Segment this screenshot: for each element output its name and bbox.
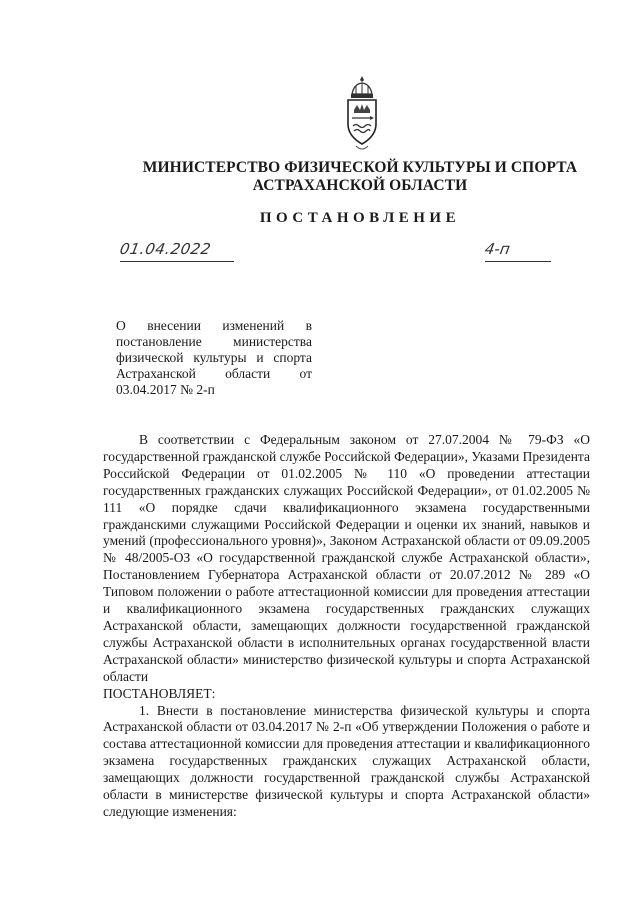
astrakhan-coat-of-arms-icon [340, 74, 384, 154]
resolves-line: ПОСТАНОВЛЯЕТ: [103, 685, 216, 701]
ministry-name-line1: МИНИСТЕРСТВО ФИЗИЧЕСКОЙ КУЛЬТУРЫ И СПОРТА [142, 159, 578, 176]
handwritten-number [485, 240, 555, 264]
ministry-name [100, 159, 620, 195]
preamble-paragraph: В соответствии с Федеральным законом от 27.07.2004 № 79-ФЗ «О государственной гражданской службе Российской Федерации», Указами Президента Российской Федерации от 01.02.2005 № 110 «О проведении аттестации государственных гражданских служащих Российской Федерации», от 01.02.2005 № 111 «О порядке сдачи квалификационного экзамена государственными гражданскими служащими Российской Федерации и оценки их знаний, навыков и умений (профессионального уровня)», Законом Астраханской области от 09.09.2005 № 48/2005-ОЗ «О государственной гражданской службе Астраханской области», Постановлением Губернатора Астраханской области от 20.07.2012 № 289 «О Типовом положении о работе аттестационной комиссии для проведения аттестации и квалификационного экзамена государственных гражданских служащих Астраханской области, замещающих должности государственной гражданской службы Астраханской области в исполнительных органах государственной власти Астраханской области» министерство физической культуры и спорта Астраханской области [103, 432, 590, 684]
document-body [103, 432, 590, 821]
date-underline [120, 261, 234, 262]
ministry-name-line2: АСТРАХАНСКОЙ ОБЛАСТИ [252, 177, 468, 194]
number-underline [485, 261, 551, 262]
document-subject: О внесении изменений в постановление министерства физической культуры и спорта Астраханской области от 03.04.2017 № 2-п [116, 318, 312, 397]
item-1-paragraph: 1. Внести в постановление министерства физической культуры и спорта Астраханской области от 03.04.2017 № 2-п «Об утверждении Положения о работе и состава аттестационной комиссии для проведения аттестации и квалификационного экзамена государственных гражданских служащих Астраханской области, замещающих должности государственной гражданской службы Астраханской области в министерстве физической культуры и спорта Астраханской области» следующие изменения: [103, 702, 590, 819]
document-type-title: ПОСТАНОВЛЕНИЕ [259, 210, 461, 226]
handwritten-date [120, 240, 240, 264]
handwritten-number-text: 4-п [483, 240, 512, 258]
handwritten-date-text: 01.04.2022 [118, 240, 213, 258]
